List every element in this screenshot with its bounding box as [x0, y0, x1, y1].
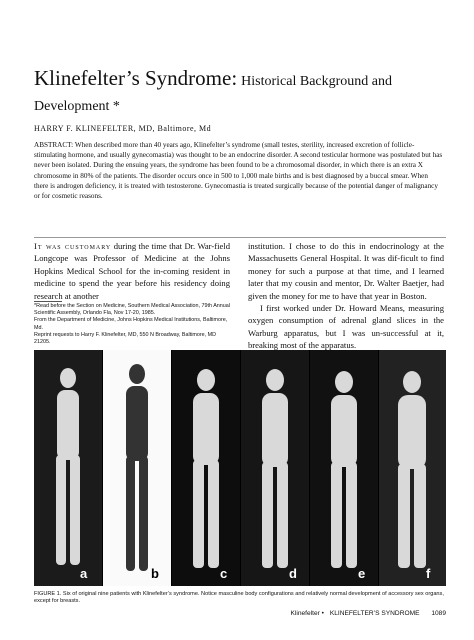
title-main: Klinefelter’s Syndrome:	[34, 66, 238, 90]
footnote-rule	[34, 301, 62, 302]
body-column-right	[248, 240, 444, 352]
abstract: ABSTRACT: When described more than 40 years ago, Klinefelter’s syndrome (small testes, sterility, increased excretion of follicle-stimulating hormone, and usually gynecomastia) was thought to be an endocrine disorder. A second testicular hormone was postulated but has never been isolated. During the ensuing years, the syndrome has been found to be a chromosomal disorder, in which there is an extra X chromosome in 80% of the patients. The disorder occurs once in 500 to 1,000 male births and is best diagnosed by a buccal smear. When there is androgen deficiency, it is treated with testosterone. Gynecomastia is treated surgically because of the potential danger of malignancy or for cosmetic reasons.	[34, 141, 443, 201]
footnote-reprint: Reprint requests to Harry F. Klinefelter, MD, 550 N Broadway, Baltimore, MD 21205.	[34, 331, 217, 346]
page-number: 1089	[431, 610, 446, 617]
figure-caption: FIGURE 1. Six of original nine patients with Klinefelter’s syndrome. Notice masculine body configurations and relatively normal development of accessory sex organs, except for breasts.	[34, 591, 444, 605]
title-line2: Development *	[34, 99, 120, 114]
article-title	[34, 66, 444, 119]
section-divider	[34, 237, 446, 238]
figure-label-f: f	[426, 566, 431, 581]
footnote-from: From the Department of Medicine, Johns Hopkins Medical Institutions, Baltimore, Md.	[34, 317, 228, 331]
footer-running-left: Klinefelter •	[290, 610, 324, 617]
body-left-text: during the time that Dr. War-field Longcope was Professor of Medicine at the Johns Hopkins Medical School for the in-coming resident in medicine to spend the year before his residency doing research at another	[34, 241, 230, 301]
patient-photographs-figure	[34, 350, 446, 586]
figure-label-e: e	[358, 566, 366, 581]
figure-label-a: a	[80, 566, 88, 581]
footer-running-right: KLINEFELTER’S SYNDROME	[329, 610, 420, 617]
body-column-left	[34, 240, 230, 302]
figure-label-c: c	[220, 566, 228, 581]
figure-label-d: d	[289, 566, 297, 581]
author-line: HARRY F. KLINEFELTER, MD, Baltimore, Md	[34, 124, 212, 133]
footnote-read: *Read before the Section on Medicine, Southern Medical Association, 79th Annual Scientific Assembly, Orlando Fla, Nov 17-20, 1985.	[34, 303, 230, 317]
lead-in: It was customary	[34, 241, 112, 251]
figure-photo-strip	[34, 350, 446, 586]
title-rest: Historical Background and	[241, 74, 393, 89]
body-right-paragraph-1: institution. I chose to do this in endocrinology at the Massachusetts General Hospital. It was dif-ficult to find money for such a purpose at that time, and I learned later that my cousin and mentor, Dr. Walter Baetjer, had given the money for me to have that year in Boston.	[248, 241, 444, 301]
footnotes	[34, 303, 234, 346]
figure-label-b: b	[151, 566, 159, 581]
body-right-paragraph-2: I first worked under Dr. Howard Means, measuring oxygen consumption of adrenal gland slices in the Warburg apparatus, but I was un-successful at it, breaking most of the apparatus.	[248, 303, 444, 351]
running-footer	[270, 610, 446, 617]
